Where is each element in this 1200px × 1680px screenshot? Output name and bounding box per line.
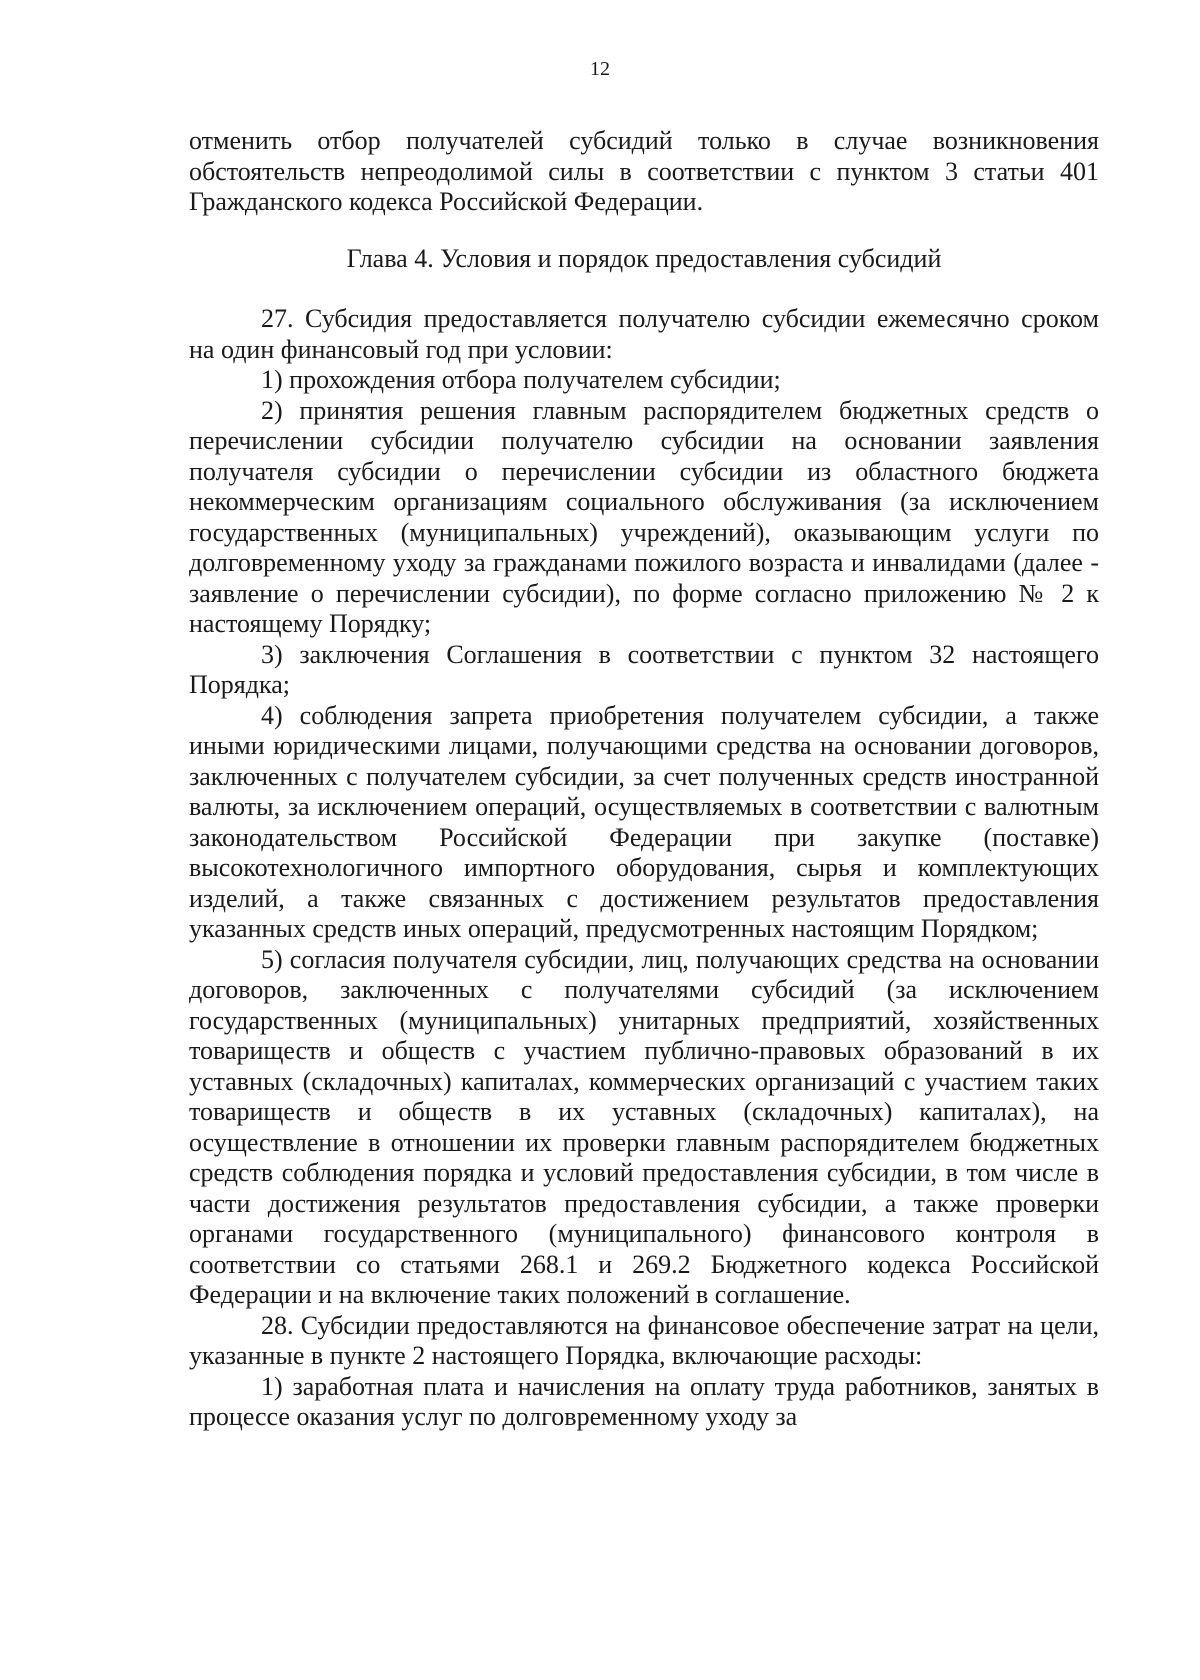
clause-28	[189, 1311, 1099, 1433]
clause-28-item-1: 1) заработная плата и начисления на оплату труда работников, занятых в процессе оказания услуг по долговременному уходу за	[189, 1371, 1099, 1431]
document-body	[189, 126, 1099, 1433]
clause-27-item-1: 1) прохождения отбора получателем субсидии;	[261, 365, 781, 394]
clause-27-item-2: 2) принятия решения главным распорядителем бюджетных средств о перечислении субсидии получателю субсидии на основании заявления получателя субсидии о перечислении субсидии из областного бюджета некоммерческим организациям социального обслуживания (за исключением государственных (муниципальных) учреждений), оказывающим услуги по долговременному уходу за гражданами пожилого возраста и инвалидами (далее - заявление о перечислении субсидии), по форме согласно приложению № 2 к настоящему Порядку;	[189, 395, 1099, 638]
intro-paragraph: отменить отбор получателей субсидий только в случае возникновения обстоятельств непреодолимой силы в соответствии с пунктом 3 статьи 401 Гражданского кодекса Российской Федерации.	[189, 126, 1099, 216]
chapter-heading: Глава 4. Условия и порядок предоставления субсидий	[346, 243, 942, 273]
clause-27-item-3: 3) заключения Соглашения в соответствии с пунктом 32 настоящего Порядка;	[189, 639, 1099, 699]
clause-28-lead: 28. Субсидии предоставляются на финансовое обеспечение затрат на цели, указанные в пункте 2 настоящего Порядка, включающие расходы:	[189, 1310, 1099, 1370]
clause-27-item-5: 5) согласия получателя субсидии, лиц, получающих средства на основании договоров, заключенных с получателями субсидий (за исключением государственных (муниципальных) унитарных предприятий, хозяйственных товариществ и обществ с участием публично-правовых образований в их уставных (складочных) капиталах, коммерческих организаций с участием таких товариществ и обществ в их уставных (складочных) капиталах), на осуществление в отношении их проверки главным распорядителем бюджетных средств соблюдения порядка и условий предоставления субсидии, в том числе в части достижения результатов предоставления субсидии, а также проверки органами государственного (муниципального) финансового контроля в соответствии со статьями 268.1 и 269.2 Бюджетного кодекса Российской Федерации и на включение таких положений в соглашение.	[189, 944, 1099, 1309]
page-number: 12	[590, 58, 610, 80]
clause-27-item-4: 4) соблюдения запрета приобретения получателем субсидии, а также иными юридическими лицами, получающими средства на основании договоров, заключенных с получателем субсидии, за счет полученных средств иностранной валюты, за исключением операций, осуществляемых в соответствии с валютным законодательством Российской Федерации при закупке (поставке) высокотехнологичного импортного оборудования, сырья и комплектующих изделий, а также связанных с достижением результатов предоставления указанных средств иных операций, предусмотренных настоящим Порядком;	[189, 700, 1099, 943]
clause-27-lead: 27. Субсидия предоставляется получателю субсидии ежемесячно сроком на один финансовый год при условии:	[189, 304, 1099, 364]
clause-27	[189, 304, 1099, 1311]
